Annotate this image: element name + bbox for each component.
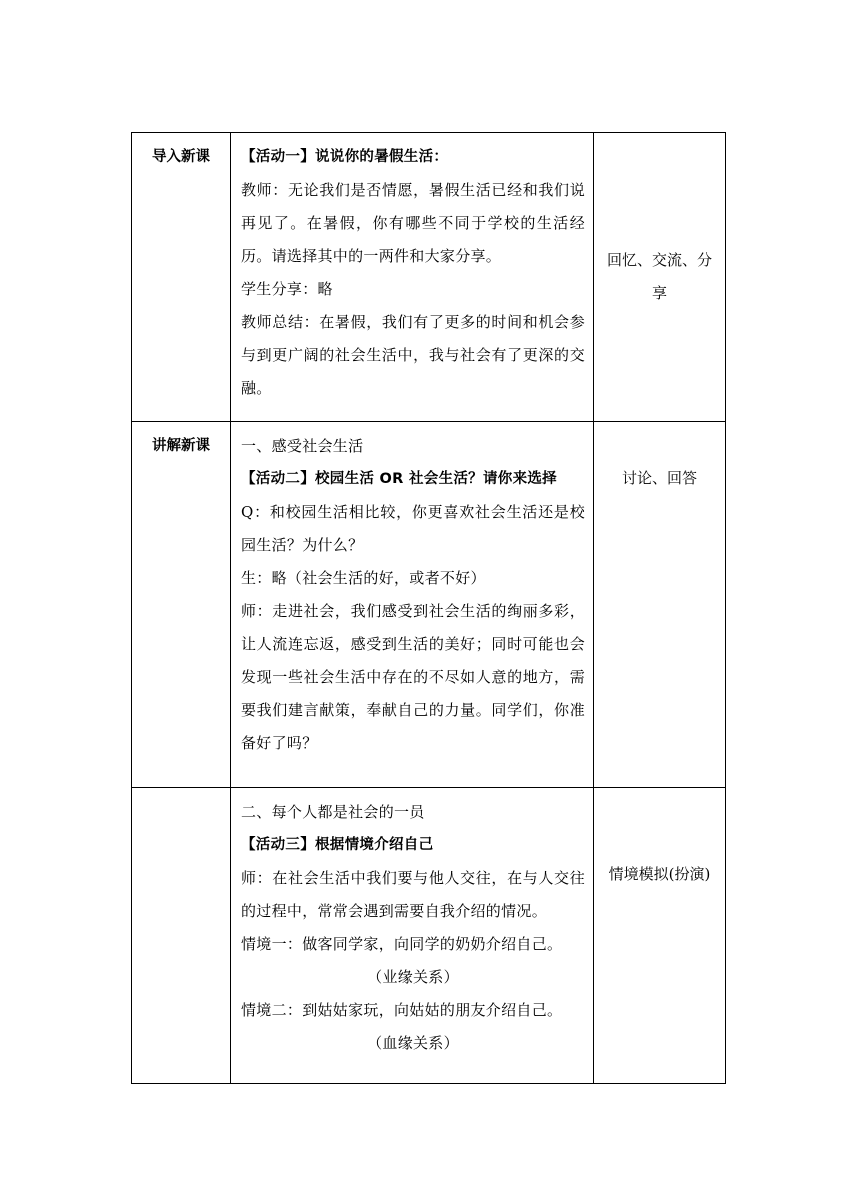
activity-2-teacher: 师：走进社会，我们感受到社会生活的绚丽多彩，让人流连忘返，感受到生活的美好；同时可能也会发现一些社会生活中存在的不尽如人意的地方，需要我们建言献策，奉献自己的力量。同学们，你准备好了吗？ xyxy=(241,602,585,752)
activity-1-student-share: 学生分享：略 xyxy=(241,280,333,298)
activity-2-title: 【活动二】校园生活 OR 社会生活？请你来选择 xyxy=(241,471,557,487)
lesson-plan-table xyxy=(131,132,726,1084)
stage-cell-explain: 讲解新课 xyxy=(132,422,231,788)
content-cell-activity-1 xyxy=(231,133,594,422)
scenario-1: 情境一：做客同学家，向同学的奶奶介绍自己。 xyxy=(241,935,563,953)
activity-cell-3: 情境模拟(扮演) xyxy=(594,788,726,1084)
table-row xyxy=(132,133,726,422)
activity-cell-2: 讨论、回答 xyxy=(594,422,726,788)
activity-3-teacher: 师：在社会生活中我们要与他人交往，在与人交往的过程中，常常会遇到需要自我介绍的情况。 xyxy=(241,869,585,920)
table-row xyxy=(132,422,726,788)
activity-1-title: 【活动一】说说你的暑假生活： xyxy=(241,149,449,165)
activity-cell-1: 回忆、交流、分享 xyxy=(594,133,726,422)
section-heading-2: 二、每个人都是社会的一员 xyxy=(241,803,425,821)
table-row xyxy=(132,788,726,1084)
activity-2-student: 生：略（社会生活的好，或者不好） xyxy=(241,569,486,587)
activity-3-title: 【活动三】根据情境介绍自己 xyxy=(241,837,434,853)
content-cell-activity-3 xyxy=(231,788,594,1084)
stage-cell-intro: 导入新课 xyxy=(132,133,231,422)
content-cell-activity-2 xyxy=(231,422,594,788)
section-heading-1: 一、感受社会生活 xyxy=(241,437,364,455)
activity-1-teacher-intro: 教师：无论我们是否情愿，暑假生活已经和我们说再见了。在暑假，你有哪些不同于学校的生活经历。请选择其中的一两件和大家分享。 xyxy=(241,181,585,265)
activity-1-teacher-summary: 教师总结：在暑假，我们有了更多的时间和机会参与到更广阔的社会生活中，我与社会有了更深的交融。 xyxy=(241,313,585,397)
scenario-1-note: （业缘关系） xyxy=(367,968,459,986)
stage-cell-empty xyxy=(132,788,231,1084)
scenario-2-note: （血缘关系） xyxy=(367,1034,459,1052)
scenario-2: 情境二：到姑姑家玩，向姑姑的朋友介绍自己。 xyxy=(241,1001,563,1019)
activity-2-question: Q：和校园生活相比较，你更喜欢社会生活还是校园生活？为什么？ xyxy=(241,503,585,554)
